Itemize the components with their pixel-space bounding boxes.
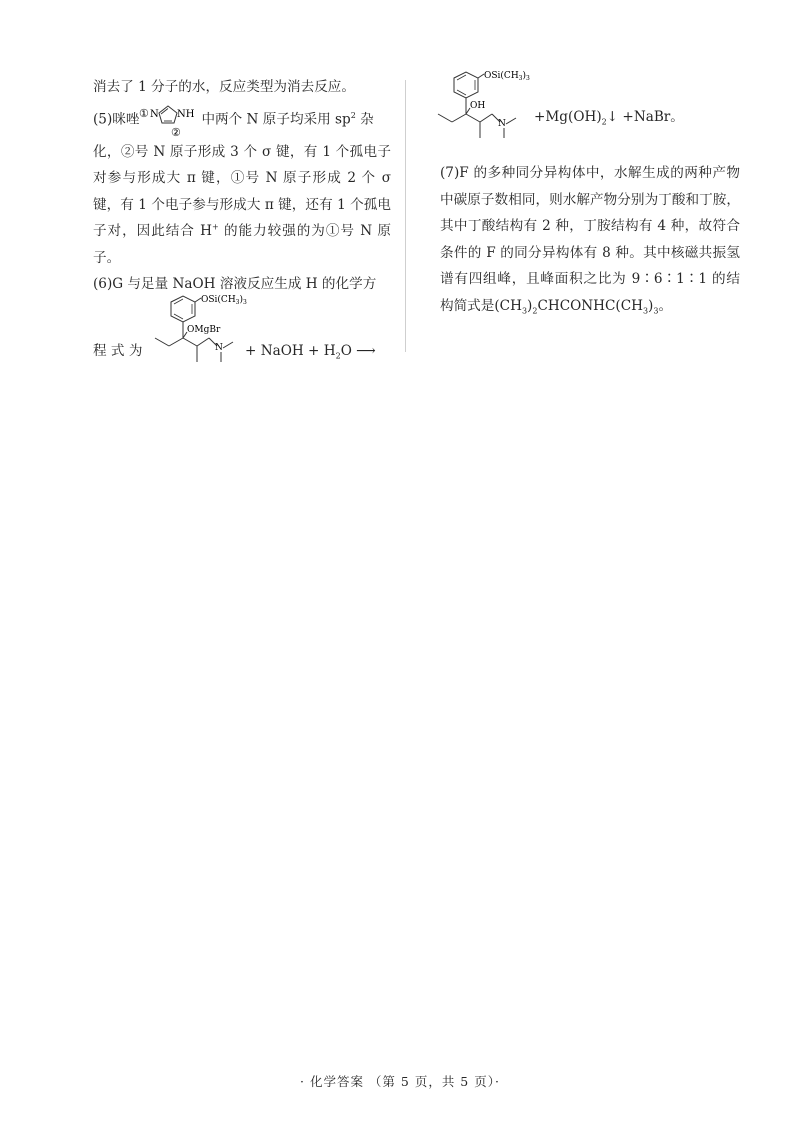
q6-reagents: + NaOH + $H_2O$ ⟶ (245, 342, 376, 361)
h-osi-label: $OSi(CH_3)_3$ (484, 71, 530, 82)
q5-body-sup: + (212, 222, 219, 232)
left-column (93, 74, 391, 370)
compound-h-structure (434, 66, 534, 158)
q5-sup: 2 (350, 110, 356, 120)
imidazole-structure (139, 101, 201, 139)
question-7: (7)F 的多种同分异构体中，水解生成的两种产物中碳原子数相同，则水解产物分别为丁酸和丁胺，其中丁酸结构有 2 种，丁胺结构有 4 种，故符合条件的 F 的同分异构体有 8 种。其中核磁共振氢谱有四组峰，且峰面积之比为 9∶6∶1∶1 的结构简式是$(CH_3)_2CHCONHC(CH_3)_3$。 (440, 165, 740, 316)
page-footer: · 化学答案 （第 5 页，共 5 页）· (300, 1074, 500, 1089)
imidazole-label-1: ① (139, 106, 150, 120)
right-column (440, 71, 740, 319)
h-n-label: N (498, 119, 506, 129)
benzene-ring (171, 296, 195, 322)
intro-line: 消去了 1 分子的水，反应类型为消去反应。 (93, 79, 355, 95)
question-5 (93, 101, 391, 272)
h-oh-label: OH (470, 101, 486, 111)
q6-equation (93, 294, 391, 370)
q5-text-a: 中两个 N 原子均采用 sp (201, 111, 351, 127)
q5-body: 化，②号 N 原子形成 3 个 σ 键，有 1 个孤电子对参与形成大 π 键，①号 N 原子形成 2 个 σ 键，有 1 个电子参与形成大 π 键，还有 1 个孤电子对，因此结合 H (93, 143, 391, 239)
imidazole-label-N: N (150, 108, 160, 120)
column-divider (405, 80, 406, 352)
imidazole-label-NH: NH (177, 108, 195, 120)
q5-text-b: 杂 (355, 111, 374, 127)
g-n-label: N (215, 342, 223, 353)
q5-body-end: 的能力较强的为①号 N 原子。 (93, 223, 391, 266)
q6-label: 程 式 为 (93, 342, 143, 359)
products-text: $+Mg(OH)_2↓$ +NaBr。 (534, 109, 684, 127)
g-osi-label: $OSi(CH_3)_3$ (201, 294, 247, 306)
product-equation (440, 71, 740, 158)
g-omgbr-label: OMgBr (187, 324, 221, 335)
q6-line1: (6)G 与足量 NaOH 溶液反应生成 H 的化学方 (93, 276, 377, 292)
imidazole-label-2: ② (171, 125, 182, 139)
compound-g-structure (151, 294, 261, 378)
benzene-ring (454, 72, 478, 98)
q5-prefix: (5)咪唑 (93, 111, 140, 127)
